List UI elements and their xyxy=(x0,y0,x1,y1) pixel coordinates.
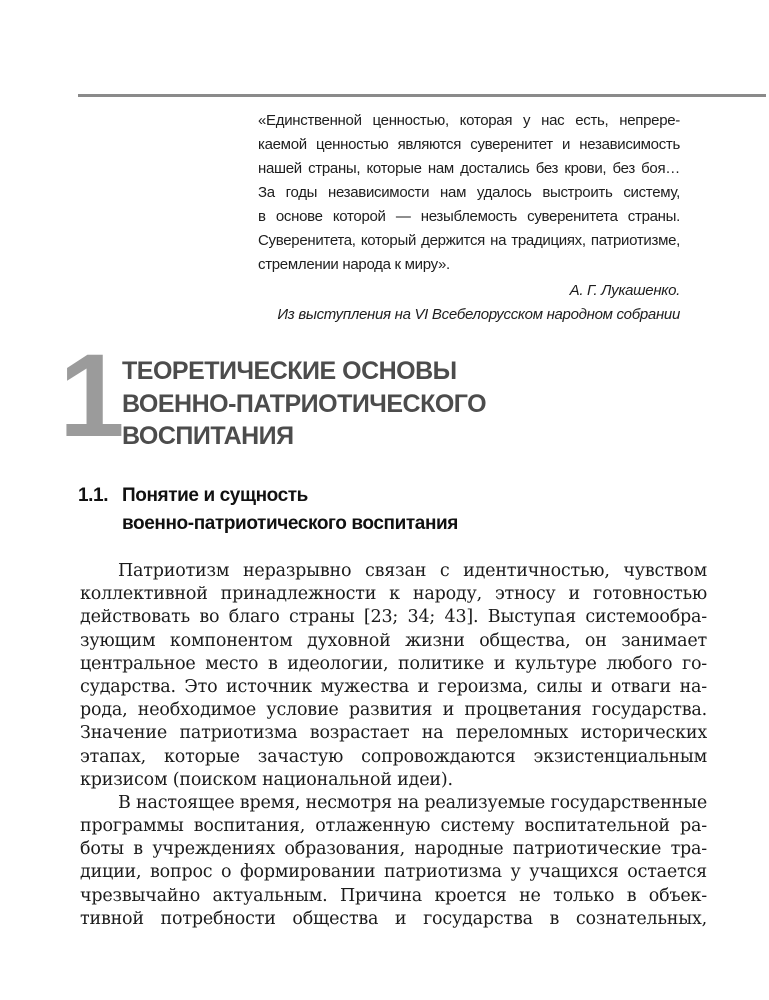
epigraph xyxy=(258,109,680,327)
epigraph-author: А. Г. Лукашенко. xyxy=(569,282,680,299)
epigraph-quote: «Единственной ценностью, которая у нас есть, непрере- каемой ценностью являются суверенитет и независимость нашей страны, которые нам достались без крови, без боя… За годы независимости нам удалось выстроить систему, в основе которой — незыблемость суверенитета страны. Суверенитета, который держится на традициях, патриотизме, стремлении народа к миру». xyxy=(258,112,680,273)
body-paragraph-2: В настоящее время, несмотря на реализуемые государственные программы воспитания, отлаженную систему воспитательной ра- боты в учреждениях образования, народные патриотические тра- диции, вопрос о формировании патриотизма у учащихся остается чрезвычайно актуальным. Причина кроется не только в объек- тивной потребности общества и государства в сознательных, xyxy=(80,792,707,929)
header-rule xyxy=(78,94,766,97)
section-number: 1.1. xyxy=(78,485,109,506)
section-heading xyxy=(78,482,638,538)
chapter-number: 1 xyxy=(59,330,125,462)
epigraph-source: Из выступления на VI Всебелорусском народном собрании xyxy=(277,306,680,323)
body-text xyxy=(80,560,707,931)
section-title: Понятие и сущность военно-патриотического воспитания xyxy=(122,485,458,534)
body-paragraph-1: Патриотизм неразрывно связан с идентичностью, чувством коллективной принадлежности к народу, этносу и готовностью действовать во благо страны [23; 34; 43]. Выступая системообра- зующим компонентом духовной жизни общества, он занимает центральное место в идеологии, политике и культуре любого го- сударства. Это источник мужества и героизма, силы и отваги на- рода, необходимое условие развития и процветания государства. Значение патриотизма возрастает на переломных исторических этапах, которые зачастую сопровождаются экзистенциальным кризисом (поиском национальной идеи). xyxy=(80,561,707,790)
chapter-title: ТЕОРЕТИЧЕСКИЕ ОСНОВЫ ВОЕННО-ПАТРИОТИЧЕСКОГО ВОСПИТАНИЯ xyxy=(122,357,487,450)
